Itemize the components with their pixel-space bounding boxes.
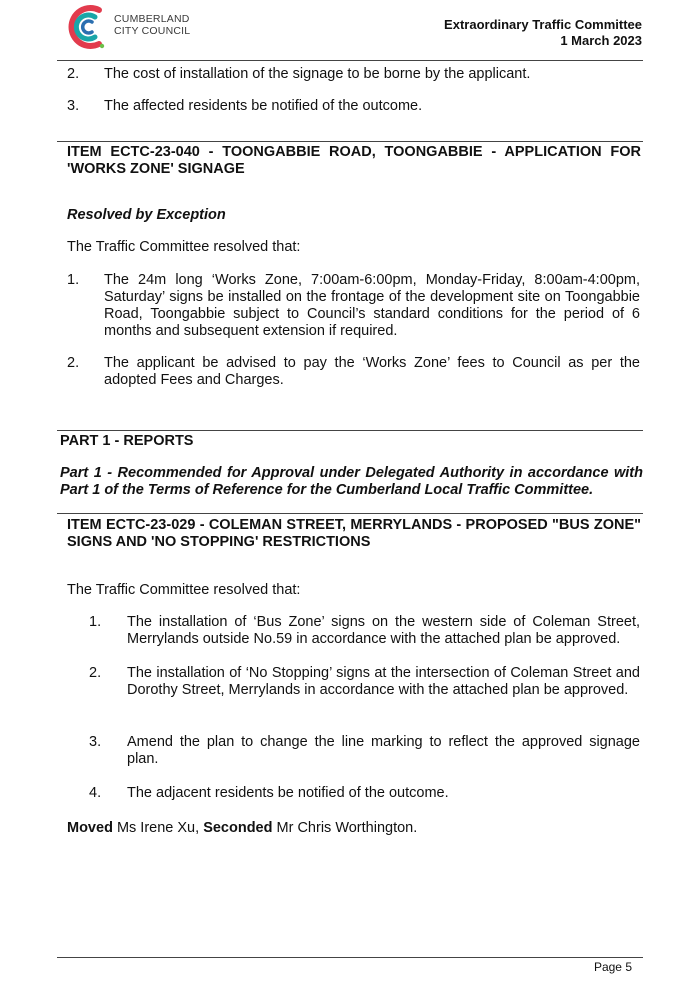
list-item: The installation of ‘No Stopping’ signs at the intersection of Coleman Street and Dorothy Street, Merrylands in accordance with the attached plan be approved. — [127, 665, 640, 698]
list-number: 2. — [67, 66, 80, 82]
list-number: 2. — [89, 665, 102, 681]
resolution-type: Resolved by Exception — [67, 207, 226, 223]
section-heading: PART 1 - REPORTS — [60, 433, 194, 449]
list-item: Amend the plan to change the line marking to reflect the approved signage plan. — [127, 734, 640, 767]
list-item: The 24m long ‘Works Zone, 7:00am-6:00pm, Monday-Friday, 8:00am-4:00pm, Saturday’ signs be installed on the frontage of the development site on Toongabbie Road, Toongabbie subject to Council’s standard conditions for the period of 6 months and subsequent extension if required. — [104, 272, 640, 339]
section-divider — [57, 430, 643, 431]
header-divider — [57, 60, 643, 61]
council-name — [114, 13, 190, 37]
item-title: ITEM ECTC-23-040 - TOONGABBIE ROAD, TOONGABBIE - APPLICATION FOR 'WORKS ZONE' SIGNAGE — [67, 144, 641, 177]
list-number: 3. — [67, 98, 80, 114]
list-item: The applicant be advised to pay the ‘Works Zone’ fees to Council as per the adopted Fees and Charges. — [104, 355, 640, 388]
list-item: The adjacent residents be notified of the outcome. — [127, 785, 449, 801]
list-item: The affected residents be notified of the outcome. — [104, 98, 423, 114]
council-name-line2: CITY COUNCIL — [114, 25, 191, 37]
list-number: 1. — [89, 614, 102, 630]
item-divider — [57, 513, 643, 514]
item-divider — [57, 141, 643, 142]
document-header — [444, 17, 642, 49]
committee-name: Extraordinary Traffic Committee — [444, 17, 642, 32]
item-title: ITEM ECTC-23-029 - COLEMAN STREET, MERRYLANDS - PROPOSED "BUS ZONE" SIGNS AND 'NO STOPPING' RESTRICTIONS — [67, 517, 641, 550]
resolution-intro: The Traffic Committee resolved that: — [67, 582, 301, 598]
meeting-date: 1 March 2023 — [560, 33, 642, 48]
seconder-name: Mr Chris Worthington. — [276, 820, 418, 836]
footer-divider — [57, 957, 643, 958]
list-number: 2. — [67, 355, 80, 371]
list-number: 3. — [89, 734, 102, 750]
mover-name: Ms Irene Xu, — [116, 820, 200, 836]
moved-seconded — [67, 820, 417, 836]
moved-label: Moved — [67, 820, 113, 836]
list-item: The installation of ‘Bus Zone’ signs on the western side of Coleman Street, Merrylands outside No.59 in accordance with the attached plan be approved. — [127, 614, 640, 647]
list-number: 4. — [89, 785, 102, 801]
council-logo — [62, 0, 108, 54]
page-number: Page 5 — [593, 960, 632, 974]
section-subheading: Part 1 - Recommended for Approval under Delegated Authority in accordance with Part 1 of the Terms of Reference for the Cumberland Local Traffic Committee. — [60, 465, 643, 498]
resolution-intro: The Traffic Committee resolved that: — [67, 239, 301, 255]
list-number: 1. — [67, 272, 80, 288]
council-name-line1: CUMBERLAND — [114, 13, 190, 25]
list-item: The cost of installation of the signage to be borne by the applicant. — [104, 66, 531, 82]
seconded-label: Seconded — [203, 820, 273, 836]
